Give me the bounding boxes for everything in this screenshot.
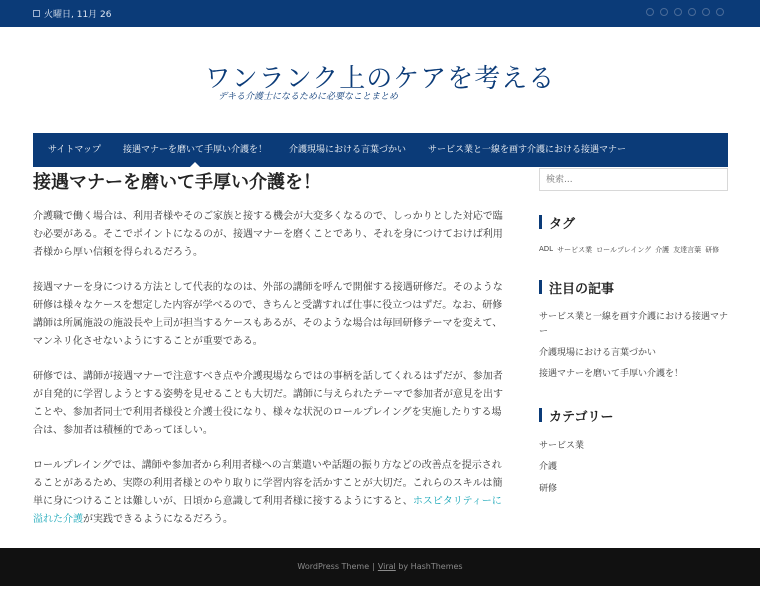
hospitality-link[interactable]: ホスピタリティーに溢れた介護 (33, 496, 502, 525)
top-bar (0, 0, 760, 27)
featured-widget-title: 注目の記事 (539, 278, 614, 297)
pinterest-icon[interactable] (674, 8, 682, 16)
categories-widget-title: カテゴリー (539, 406, 613, 425)
paragraph-text: が実践できるようになるだろう。 (83, 514, 233, 525)
tag-link[interactable]: ロールプレイング (596, 246, 652, 254)
social-links (646, 8, 724, 16)
date-text: 火曜日, 11月 26 (44, 10, 112, 20)
category-link[interactable]: サービス業 (539, 441, 585, 451)
site-footer (0, 548, 760, 586)
featured-post-link[interactable]: 介護現場における言葉づかい (539, 348, 657, 358)
featured-post-link[interactable]: サービス業と一線を画す介護における接遇マナー (539, 312, 729, 337)
nav-item-service[interactable]: サービス業と一線を画す介護における接遇マナー (428, 145, 627, 155)
tags-widget-title: タグ (539, 213, 575, 232)
date-display (33, 7, 112, 20)
article-paragraph: 研修では、講師が接遇マナーで注意すべき点や介護現場ならではの事柄を話してくれるはずだが、参加者が自発的に学習しようとする姿勢を見せることも大切だ。講師に与えられたテーマで参加者が意見を出すことや、参加者同士で利用者様役と介護士役になり、様々な状況のロールプレイングを実施したりする場合は、参加者は積極的であってほしい。 (33, 371, 503, 436)
article-paragraph (33, 457, 509, 529)
main-nav (33, 133, 728, 167)
tag-link[interactable]: 友達言葉 (673, 246, 702, 254)
tag-cloud (539, 245, 719, 255)
search-input[interactable] (539, 168, 728, 191)
linkedin-icon[interactable] (702, 8, 710, 16)
footer-separator: | (372, 562, 375, 571)
nav-item-language[interactable]: 介護現場における言葉づかい (289, 145, 407, 155)
footer-theme-link[interactable]: Viral (377, 562, 396, 571)
category-link[interactable]: 介護 (539, 462, 558, 472)
site-title[interactable]: ワンランク上のケアを考える (204, 64, 556, 94)
nav-item-etiquette[interactable]: 接遇マナーを磨いて手厚い介護を！ (112, 133, 278, 167)
article-paragraph: 介護職で働く場合は、利用者様やそのご家族と接する機会が大変多くなるので、しっかりとした対応で臨む必要がある。そこでポイントになるのが、接遇マナーを磨くことであり、それを身につけておけば利用者様から厚い信頼を得られるだろう。 (33, 211, 503, 258)
site-description: デキる介護士になるために必要なことまとめ (218, 92, 399, 102)
calendar-icon (33, 10, 40, 17)
paragraph-text: ロールプレイングでは、講師や参加者から利用者様への言葉遣いや話題の振り方などの改善点を提示されることがあるため、実際の利用者様とのやり取りに学習内容を活かすことが大切だ。これらのスキルは簡単に身につけることは難しいが、日頃から意識して利用者様に接するようにすると、 (33, 460, 503, 507)
article-paragraph: 接遇マナーを身につける方法として代表的なのは、外部の講師を呼んで開催する接遇研修だ。そのような研修は様々なケースを想定した内容が学べるので、きちんと受講すれば仕事に役立つはずだ。なお、研修講師は所属施設の施設長や上司が担当するケースもあるが、そのような場合は毎回研修テーマを変えて、マンネリ化させないようにすることが重要である。 (33, 282, 503, 347)
twitter-icon[interactable] (660, 8, 668, 16)
tag-link[interactable]: 研修 (705, 246, 720, 254)
footer-theme-label: WordPress Theme (297, 562, 370, 571)
featured-post-link[interactable]: 接遇マナーを磨いて手厚い介護を！ (539, 369, 684, 379)
instagram-icon[interactable] (716, 8, 724, 16)
nav-item-sitemap[interactable]: サイトマップ (48, 145, 102, 155)
tag-link[interactable]: ADL (539, 245, 554, 253)
article-title: 接遇マナーを磨いて手厚い介護を！ (33, 172, 321, 193)
article-body (33, 208, 509, 546)
facebook-icon[interactable] (646, 8, 654, 16)
category-link[interactable]: 研修 (539, 484, 558, 494)
tag-link[interactable]: 介護 (655, 246, 670, 254)
tag-link[interactable]: サービス業 (557, 246, 593, 254)
footer-by-text: by HashThemes (398, 562, 463, 571)
youtube-icon[interactable] (688, 8, 696, 16)
